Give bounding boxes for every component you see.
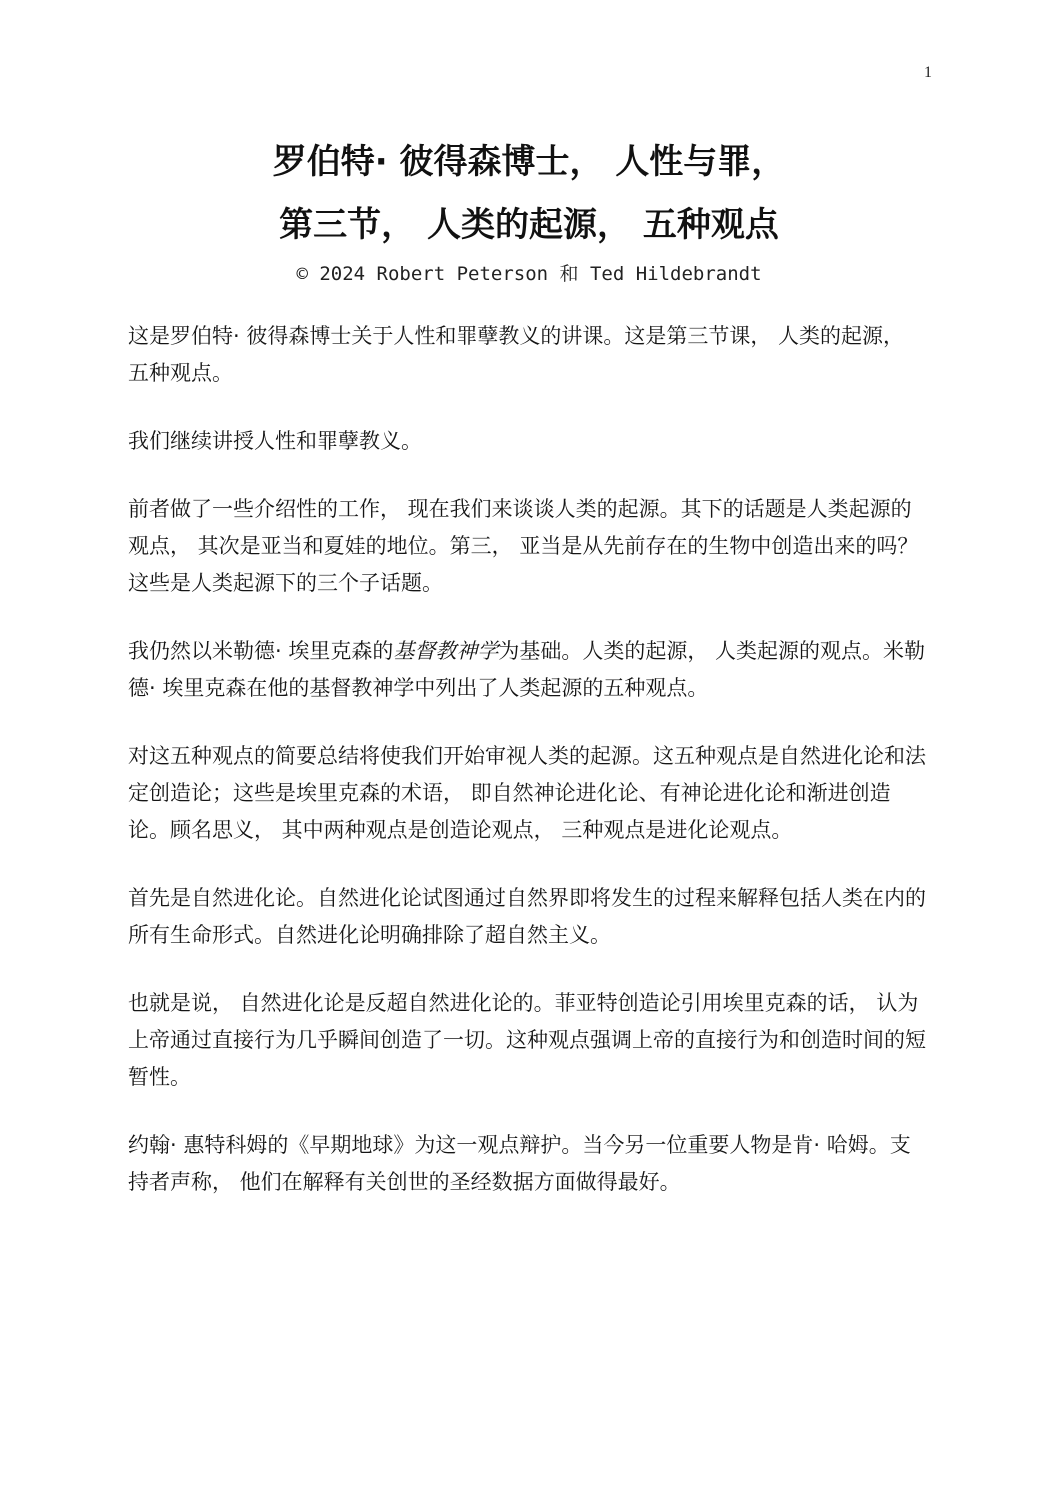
paragraph-five-views: 对这五种观点的简要总结将使我们开始审视人类的起源。这五种观点是自然进化论和法定创造论；这些是埃里克森的术语， 即自然神论进化论、有神论进化论和渐进创造论。顾名思义， 其中两种观点是创造论观点， 三种观点是进化论观点。: [128, 744, 926, 842]
copyright-notice: © 2024 Robert Peterson 和 Ted Hildebrandt: [296, 263, 762, 285]
page-number: 1: [924, 64, 932, 81]
paragraph-subtopics: 前者做了一些介绍性的工作， 现在我们来谈谈人类的起源。其下的话题是人类起源的观点， 其次是亚当和夏娃的地位。第三， 亚当是从先前存在的生物中创造出来的吗？这些是人类起源下的三个子话题。: [128, 497, 919, 595]
paragraph-whitcomb: 约翰· 惠特科姆的《早期地球》为这一观点辩护。当今另一位重要人物是肯· 哈姆。支持者声称， 他们在解释有关创世的圣经数据方面做得最好。: [128, 1133, 911, 1194]
book-title-italic: 基督教神学: [393, 639, 499, 663]
document-title-line-1: 罗伯特· 彼得森博士， 人性与罪，: [272, 142, 786, 182]
paragraph-continue: 我们继续讲授人性和罪孽教义。: [128, 429, 422, 453]
paragraph-fiat-creationism: 也就是说， 自然进化论是反超自然进化论的。菲亚特创造论引用埃里克森的话， 认为上帝通过直接行为几乎瞬间创造了一切。这种观点强调上帝的直接行为和创造时间的短暂性。: [128, 991, 926, 1089]
paragraph-erickson-rest: 为基础。人类的起源， 人类起源的观点。米勒德· 埃里克森在他的基督教神学中列出了人类起源的五种观点。: [128, 639, 926, 700]
paragraph-erickson: [128, 633, 928, 707]
paragraph-naturalistic-evolution: 首先是自然进化论。自然进化论试图通过自然界即将发生的过程来解释包括人类在内的所有生命形式。自然进化论明确排除了超自然主义。: [128, 886, 926, 947]
paragraph-erickson-lead: 我仍然以米勒德· 埃里克森的: [128, 639, 394, 663]
document-title-line-2: 第三节， 人类的起源， 五种观点: [279, 205, 779, 245]
paragraph-intro: 这是罗伯特· 彼得森博士关于人性和罪孽教义的讲课。这是第三节课， 人类的起源， 五种观点。: [128, 324, 905, 385]
document-body: [128, 318, 928, 1232]
